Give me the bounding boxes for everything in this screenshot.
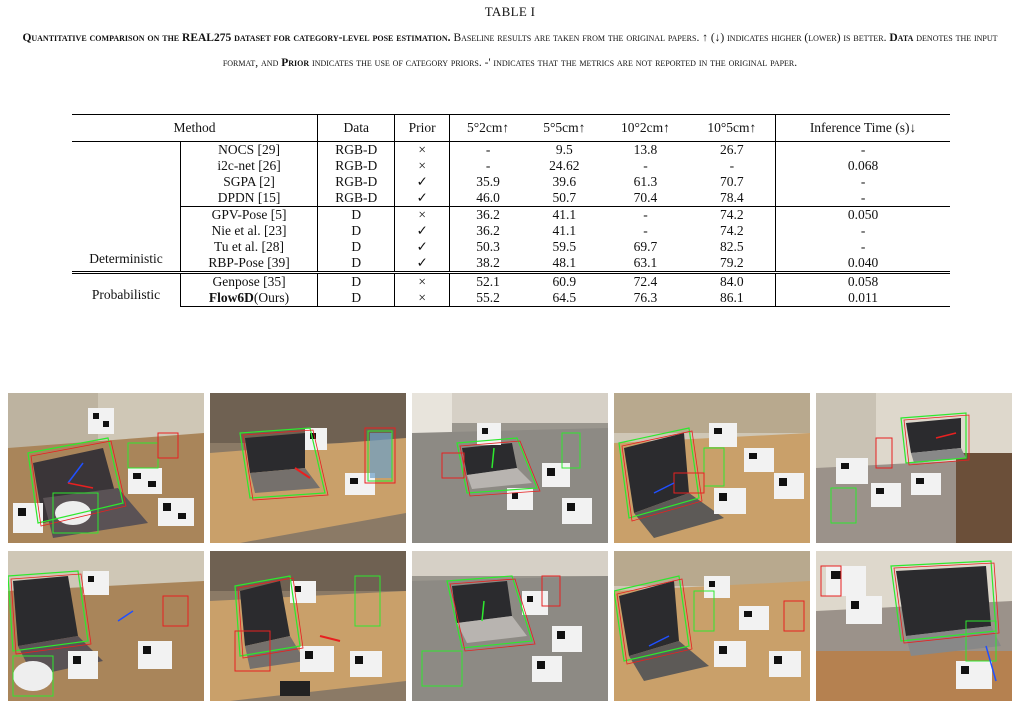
cell-10deg5cm: 82.5 (689, 239, 776, 255)
header-10deg2cm: 10°2cm↑ (602, 115, 688, 142)
cell-5deg2cm: 36.2 (449, 207, 526, 224)
cell-prior: × (395, 158, 450, 174)
cell-inference-time: - (860, 174, 866, 189)
method-suffix: (Ours) (253, 290, 290, 305)
table-row (72, 207, 950, 224)
cell-method: Tu et al. [28] (181, 239, 318, 255)
cell-prior: × (395, 290, 450, 307)
cell-5deg5cm: 41.1 (552, 223, 577, 238)
cell-5deg5cm: 48.1 (552, 255, 577, 270)
scene-photo-10 (816, 551, 1012, 701)
cell-5deg5cm: 64.5 (526, 290, 602, 307)
caption-part1: Baseline results are taken from the original papers. ↑ (↓) indicates higher (lower) is better. (450, 32, 890, 44)
table-row (72, 290, 950, 307)
cell-method (181, 290, 318, 307)
scene-photo-9 (614, 551, 810, 701)
cell-5deg2cm: 46.0 (476, 190, 500, 205)
header-prior: Prior (395, 115, 450, 142)
header-inference-time: Inference Time (s)↓ (776, 115, 950, 142)
cell-10deg2cm: - (643, 158, 648, 173)
cell-prior: × (395, 273, 450, 291)
table-caption (10, 26, 1010, 76)
scene-photo-6 (8, 551, 204, 701)
cell-inference-time: - (860, 190, 866, 205)
header-10deg5cm: 10°5cm↑ (689, 115, 776, 142)
table-row (72, 223, 950, 239)
cell-10deg2cm: - (602, 207, 688, 224)
qualitative-results-grid (8, 393, 1012, 702)
cell-10deg2cm: 72.4 (602, 273, 688, 291)
cell-5deg2cm: 52.1 (449, 273, 526, 291)
cell-inference-time: 0.050 (776, 207, 950, 224)
cell-data: D (318, 290, 395, 307)
caption-data-term: Data (889, 32, 914, 44)
cell-10deg5cm: 79.2 (689, 255, 776, 273)
cell-data: RGB-D (318, 190, 395, 207)
caption-bold: Quantitative comparison on the REAL275 dataset for category-level pose estimation. (22, 32, 451, 44)
scene-photo-2 (210, 393, 406, 543)
cell-data: D (318, 207, 395, 224)
table-row (72, 158, 950, 174)
table-label: TABLE I (484, 4, 536, 19)
cell-5deg5cm: 60.9 (526, 273, 602, 291)
cell-10deg5cm: 26.7 (689, 142, 776, 159)
cell-10deg2cm: 70.4 (633, 190, 658, 205)
table-row (72, 174, 950, 190)
cell-data: RGB-D (318, 158, 395, 174)
cell-10deg2cm: 63.1 (633, 255, 658, 270)
cell-prior: ✓ (395, 190, 450, 207)
cell-inference-time: 0.040 (847, 255, 879, 270)
cell-5deg5cm: 41.1 (526, 207, 602, 224)
cell-method: i2c-net [26] (181, 158, 318, 174)
cell-data: D (318, 223, 395, 239)
cell-data: D (318, 273, 395, 291)
scene-photo-4 (614, 393, 810, 543)
cell-method: NOCS [29] (181, 142, 318, 159)
header-row (72, 115, 950, 142)
cell-10deg2cm: - (643, 223, 648, 238)
cell-5deg2cm: 36.2 (476, 223, 500, 238)
cell-data: RGB-D (318, 142, 395, 159)
cell-inference-time: - (860, 142, 866, 157)
cell-5deg2cm: 55.2 (449, 290, 526, 307)
cell-prior: ✓ (395, 174, 450, 190)
header-5deg5cm: 5°5cm↑ (526, 115, 602, 142)
group-deterministic: Deterministic (72, 142, 181, 273)
scene-photo-7 (210, 551, 406, 701)
table-row (72, 190, 950, 207)
caption-part2: denotes the input format, and (222, 32, 998, 69)
cell-5deg5cm: 39.6 (552, 174, 577, 189)
cell-data: D (318, 255, 395, 273)
table-row (72, 255, 950, 273)
cell-10deg2cm: 69.7 (633, 239, 658, 254)
scene-photo-3 (412, 393, 608, 543)
cell-inference-time: 0.058 (776, 273, 950, 291)
method-name-bold: Flow6D (208, 290, 254, 305)
cell-5deg5cm: 9.5 (555, 142, 573, 157)
cell-10deg5cm: 74.2 (689, 223, 776, 239)
cell-5deg2cm: 35.9 (476, 174, 500, 189)
cell-10deg5cm: 78.4 (689, 190, 776, 207)
cell-inference-time: 0.068 (847, 158, 879, 173)
results-table (72, 114, 950, 307)
cell-10deg5cm: 86.1 (689, 290, 776, 307)
group-probabilistic: Probabilistic (72, 273, 181, 307)
cell-data: D (318, 239, 395, 255)
cell-method: Genpose [35] (181, 273, 318, 291)
cell-method: DPDN [15] (181, 190, 318, 207)
cell-inference-time: - (860, 239, 866, 254)
cell-10deg2cm: 13.8 (633, 142, 658, 157)
header-5deg2cm: 5°2cm↑ (449, 115, 526, 142)
cell-data: RGB-D (318, 174, 395, 190)
cell-5deg2cm: 50.3 (476, 239, 500, 254)
scene-photo-5 (816, 393, 1012, 543)
cell-method: SGPA [2] (181, 174, 318, 190)
cell-5deg5cm: 24.62 (549, 158, 580, 173)
cell-10deg5cm: 84.0 (689, 273, 776, 291)
cell-5deg2cm: - (485, 142, 491, 157)
table-row (72, 142, 950, 159)
caption-prior-term: Prior (281, 57, 310, 69)
scene-photo-1 (8, 393, 204, 543)
cell-prior: × (395, 207, 450, 224)
scene-photo-8 (412, 551, 608, 701)
cell-10deg5cm: 70.7 (689, 174, 776, 190)
header-data: Data (318, 115, 395, 142)
cell-10deg2cm: 61.3 (633, 174, 658, 189)
cell-prior: ✓ (395, 239, 450, 255)
cell-10deg5cm: 74.2 (689, 207, 776, 224)
cell-5deg2cm: 38.2 (476, 255, 500, 270)
cell-10deg5cm: - (689, 158, 776, 174)
cell-5deg2cm: - (485, 158, 491, 173)
cell-prior: × (395, 142, 450, 159)
cell-5deg5cm: 59.5 (552, 239, 577, 254)
cell-5deg5cm: 50.7 (552, 190, 577, 205)
cell-inference-time: 0.011 (776, 290, 950, 307)
cell-method: RBP-Pose [39] (181, 255, 318, 273)
cell-prior: ✓ (395, 255, 450, 273)
cell-method: GPV-Pose [5] (181, 207, 318, 224)
header-method: Method (72, 115, 318, 142)
caption-part3: indicates the use of category priors. -' indicates that the metrics are not reported in the original paper. (309, 57, 798, 69)
table-row (72, 273, 950, 291)
cell-prior: ✓ (395, 223, 450, 239)
table-row (72, 239, 950, 255)
cell-method: Nie et al. [23] (181, 223, 318, 239)
cell-10deg2cm: 76.3 (602, 290, 688, 307)
cell-inference-time: - (860, 223, 866, 238)
